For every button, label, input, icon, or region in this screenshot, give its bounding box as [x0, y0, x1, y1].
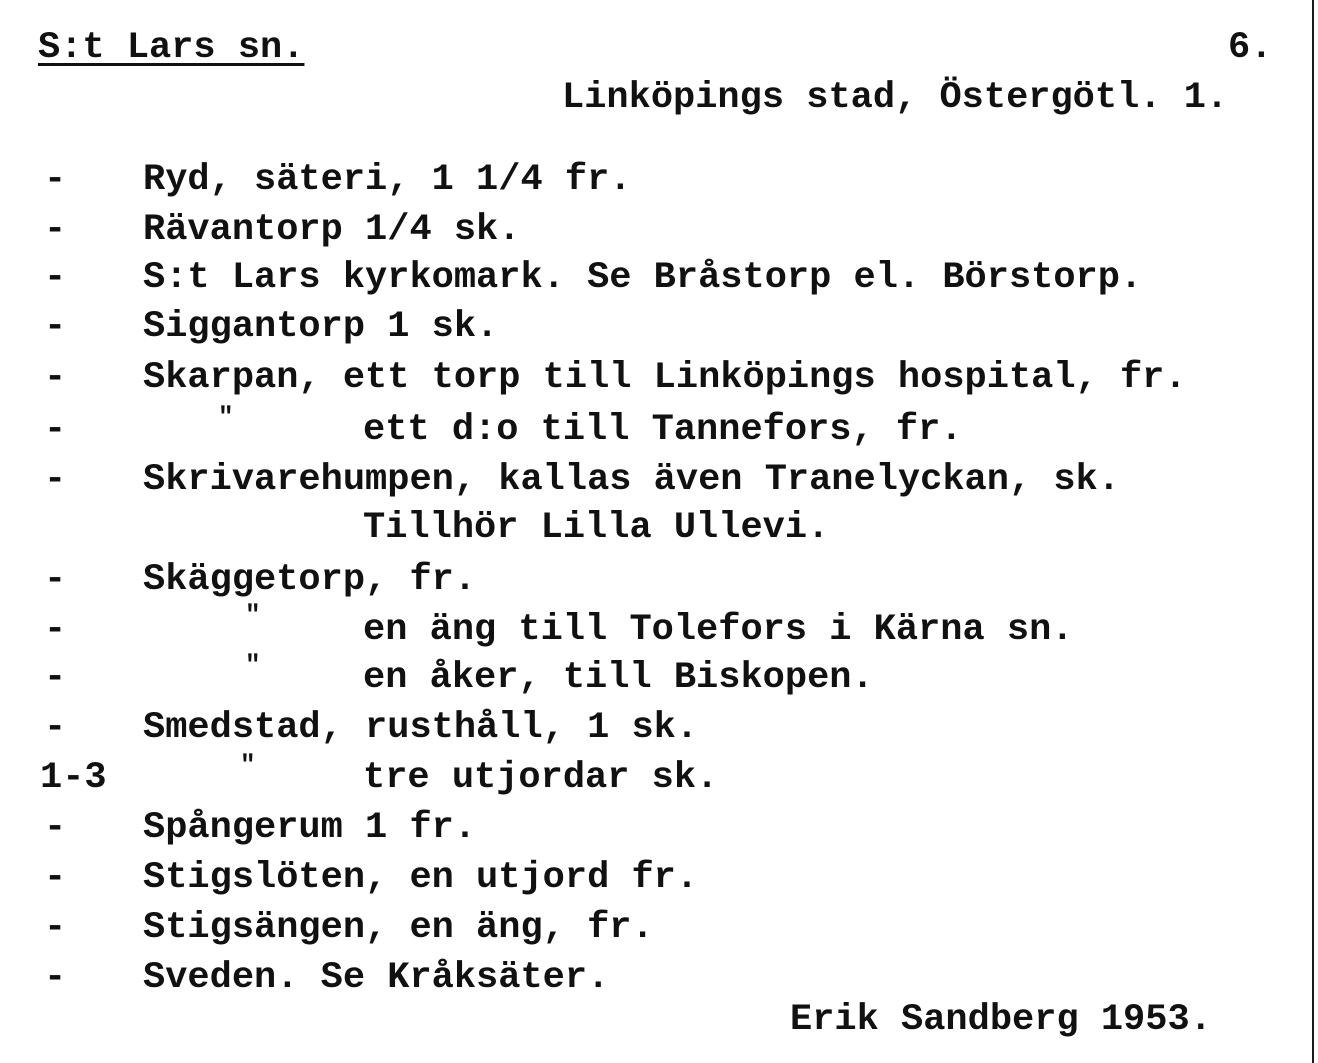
entry-marker: - [44, 357, 67, 399]
entry-text: Skrivarehumpen, kallas även Tranelyckan, sk. [143, 459, 1120, 501]
entry-text: en åker, till Biskopen. [363, 657, 874, 699]
entry-marker: - [44, 209, 67, 251]
entry-marker: - [44, 707, 67, 749]
entry-text: Stigslöten, en utjord fr. [143, 857, 699, 899]
entry-text: Sveden. Se Kråksäter. [143, 957, 610, 999]
entry-marker: - [44, 409, 67, 451]
entry-text: tre utjordar sk. [363, 757, 719, 799]
entry-text: S:t Lars kyrkomark. Se Bråstorp el. Börstorp. [143, 257, 1143, 299]
entry-marker: - [44, 657, 67, 699]
entry-marker: 1-3 [40, 757, 107, 799]
parish-title: S:t Lars sn. [38, 27, 305, 69]
entry-marker: - [44, 306, 67, 348]
entry-text: ett d:o till Tannefors, fr. [363, 409, 963, 451]
entry-marker: - [44, 159, 67, 201]
entry-marker: - [44, 907, 67, 949]
ditto-mark: " [245, 600, 261, 630]
entry-marker: - [44, 257, 67, 299]
entry-text: en äng till Tolefors i Kärna sn. [363, 609, 1074, 651]
ditto-mark: " [218, 402, 234, 432]
entry-marker: - [44, 559, 67, 601]
place-heading: Linköpings stad, Östergötl. 1. [562, 77, 1229, 119]
entry-text: Spångerum 1 fr. [143, 807, 477, 849]
entry-text: Ryd, säteri, 1 1/4 fr. [143, 159, 632, 201]
entry-marker: - [44, 857, 67, 899]
entry-text: Skarpan, ett torp till Linköpings hospital, fr. [143, 357, 1187, 399]
entry-text: Stigsängen, en äng, fr. [143, 907, 654, 949]
ditto-mark: " [245, 650, 261, 680]
entry-text: Siggantorp 1 sk. [143, 306, 499, 348]
entry-marker: - [44, 957, 67, 999]
entry-text: Rävantorp 1/4 sk. [143, 209, 521, 251]
entry-marker: - [44, 609, 67, 651]
entry-text: Smedstad, rusthåll, 1 sk. [143, 707, 699, 749]
ditto-mark: " [240, 750, 256, 780]
entry-continuation-text: Tillhör Lilla Ullevi. [363, 507, 830, 549]
card-edge-line [1312, 0, 1314, 1063]
entry-marker: - [44, 807, 67, 849]
entry-text: Skäggetorp, fr. [143, 559, 477, 601]
page-number: 6. [1228, 27, 1273, 69]
signature: Erik Sandberg 1953. [790, 999, 1212, 1041]
entry-marker: - [44, 459, 67, 501]
